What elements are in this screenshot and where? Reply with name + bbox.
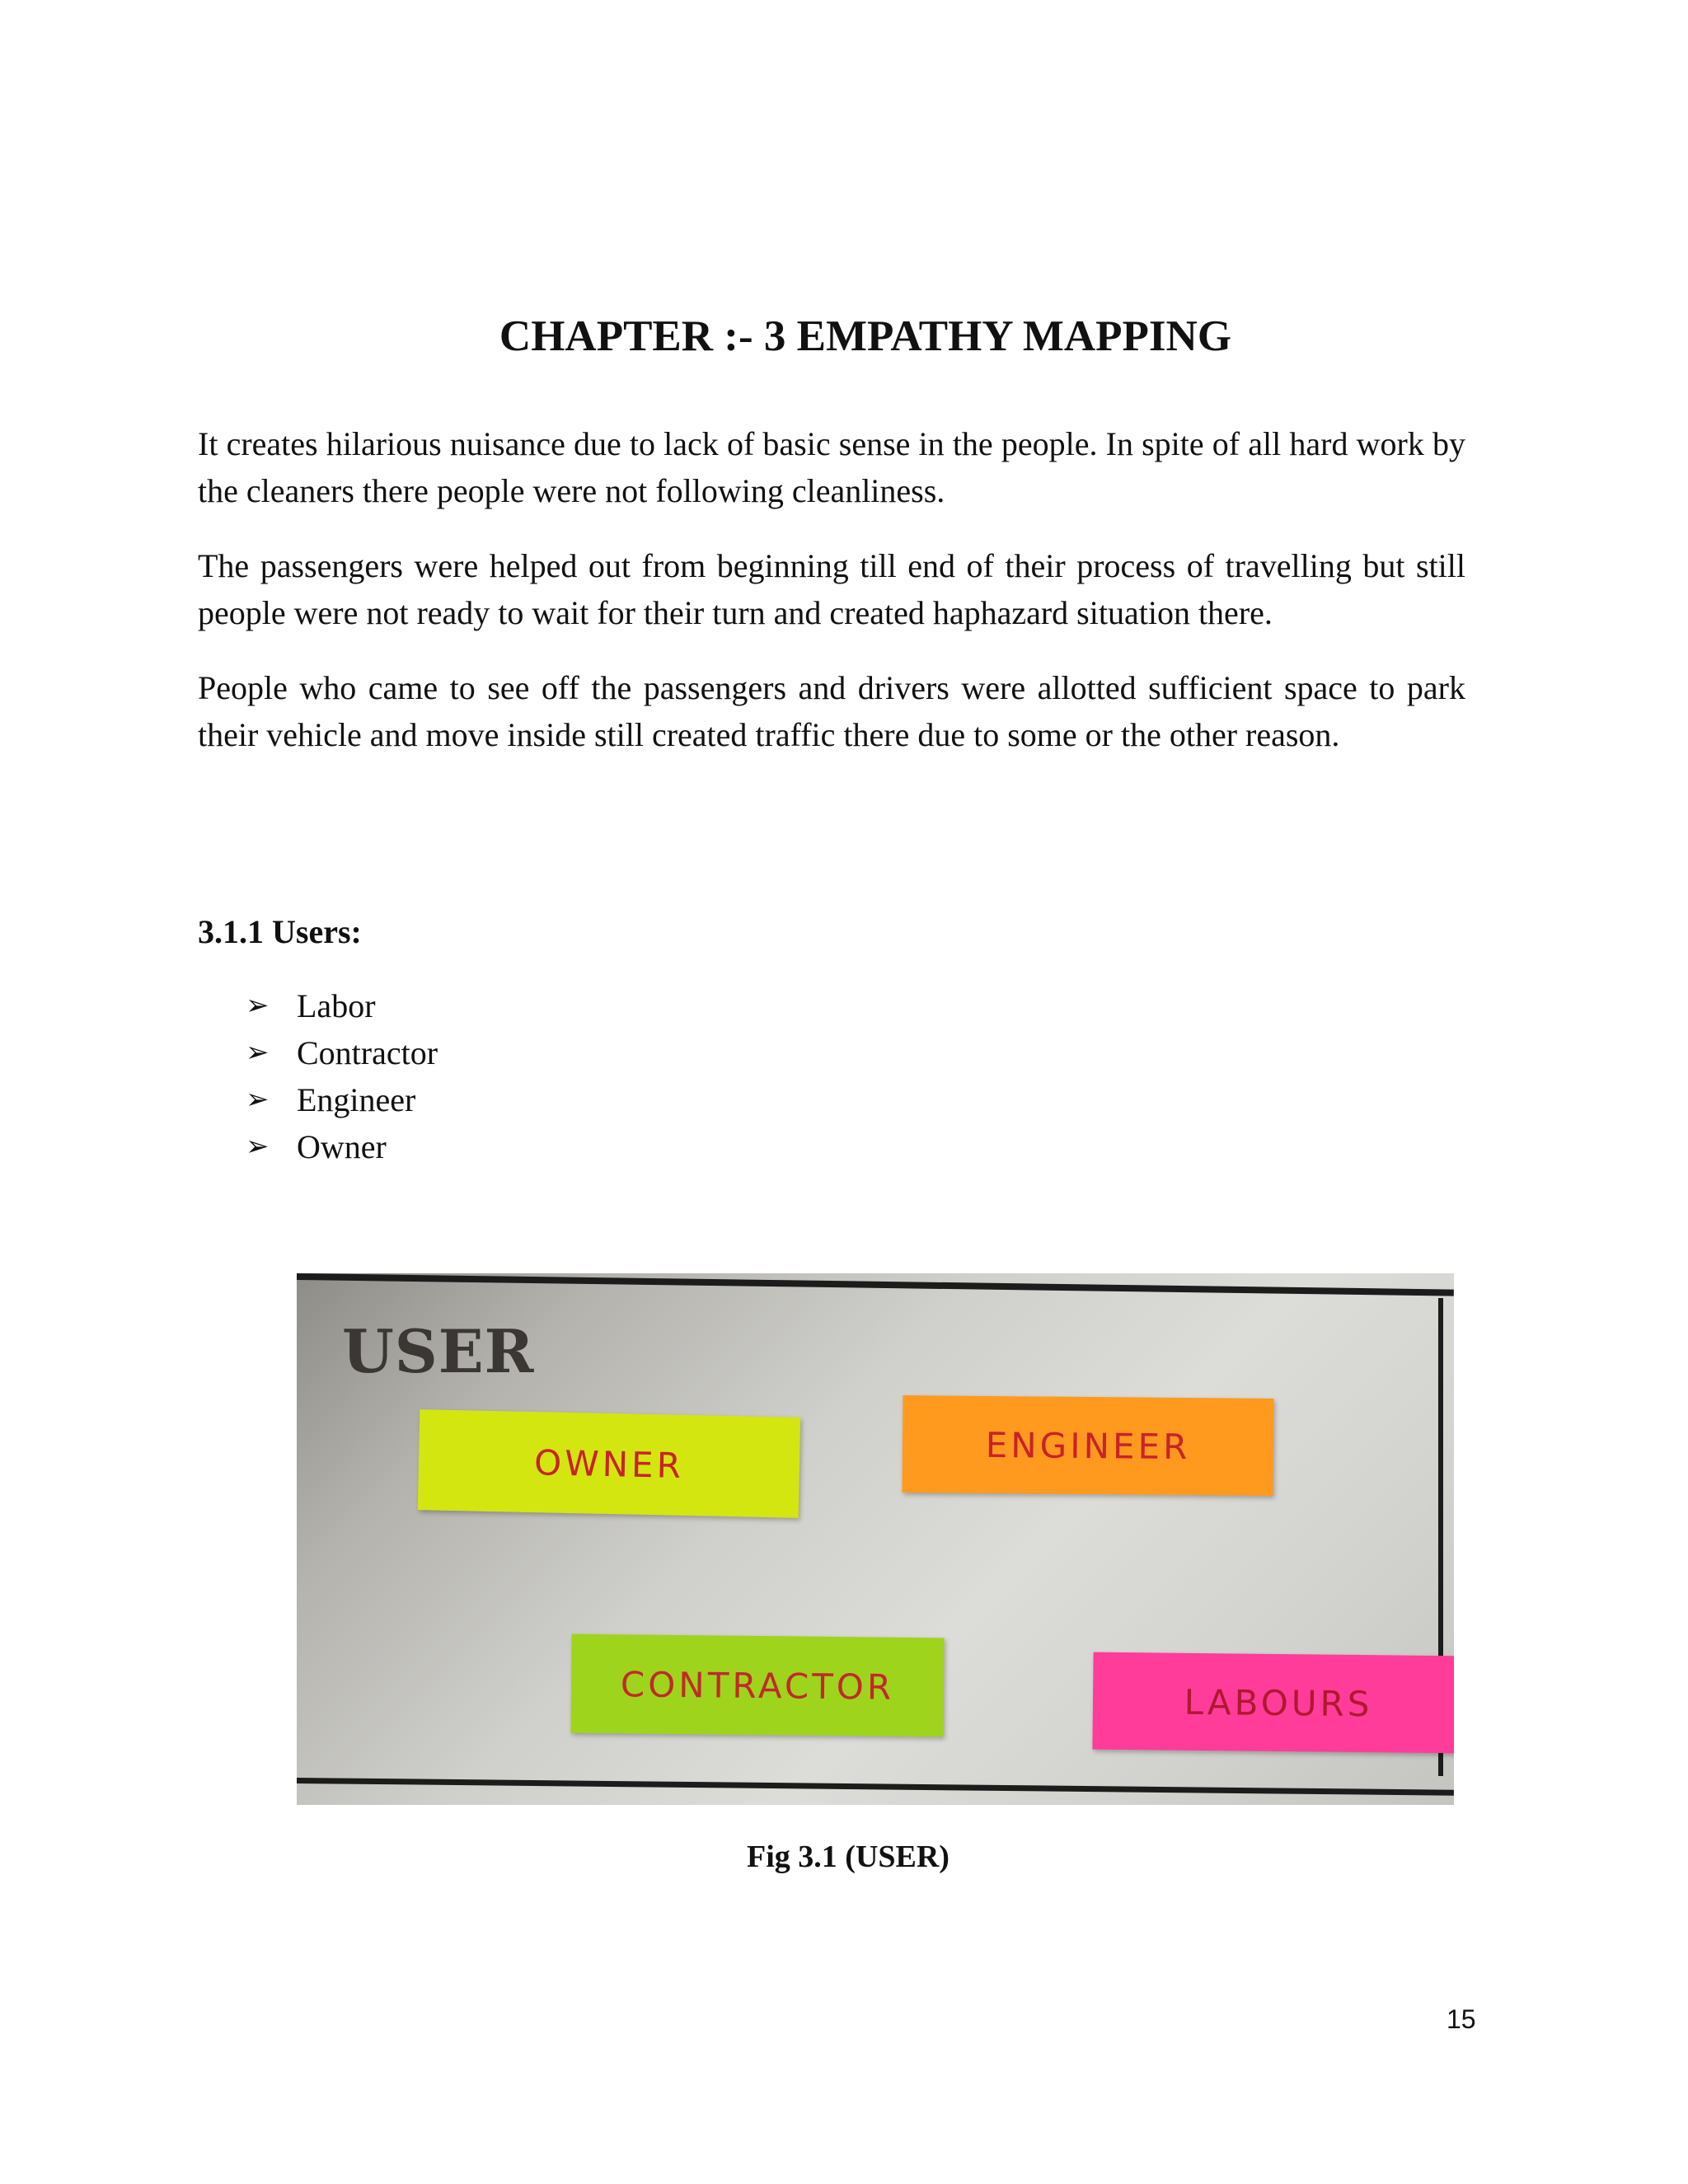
board-border-bottom <box>297 1778 1454 1796</box>
arrow-bullet-icon: ➢ <box>246 1083 270 1116</box>
paragraph-1: It creates hilarious nuisance due to lack of basic sense in the people. In spite of all hard work by the cleaners there people were not following cleanliness. <box>198 425 1465 509</box>
list-item <box>246 1029 438 1076</box>
board-border-top <box>297 1273 1454 1296</box>
sticky-note-contractor: CONTRACTOR <box>570 1634 944 1737</box>
board-title: USER <box>342 1316 535 1386</box>
sticky-note-labours: LABOURS <box>1092 1652 1454 1754</box>
arrow-bullet-icon: ➢ <box>246 1130 270 1163</box>
list-item-label: Labor <box>297 987 376 1024</box>
list-item-label: Contractor <box>297 1034 438 1071</box>
list-item <box>246 1076 438 1123</box>
sticky-note-engineer: ENGINEER <box>902 1395 1273 1496</box>
list-item-label: Engineer <box>297 1081 416 1118</box>
list-item-label: Owner <box>297 1128 387 1165</box>
sticky-note-owner: OWNER <box>418 1409 800 1518</box>
section-heading-users: 3.1.1 Users: <box>198 913 362 950</box>
list-item <box>246 982 438 1029</box>
page-number: 15 <box>1447 2004 1476 2034</box>
figure-caption: Fig 3.1 (USER) <box>747 1840 950 1874</box>
users-list <box>246 982 438 1170</box>
figure-photo-user-board <box>297 1273 1454 1805</box>
paragraph-2: The passengers were helped out from beginning till end of their process of travelling but still people were not ready to wait for their turn and created haphazard situation there. <box>198 547 1465 631</box>
list-item <box>246 1123 438 1170</box>
page-title: CHAPTER :- 3 EMPATHY MAPPING <box>499 312 1232 360</box>
arrow-bullet-icon: ➢ <box>246 1036 270 1069</box>
paragraph-3: People who came to see off the passengers and drivers were allotted sufficient space to park their vehicle and move inside still created traffic there due to some or the other reason. <box>198 669 1465 753</box>
arrow-bullet-icon: ➢ <box>246 989 270 1022</box>
